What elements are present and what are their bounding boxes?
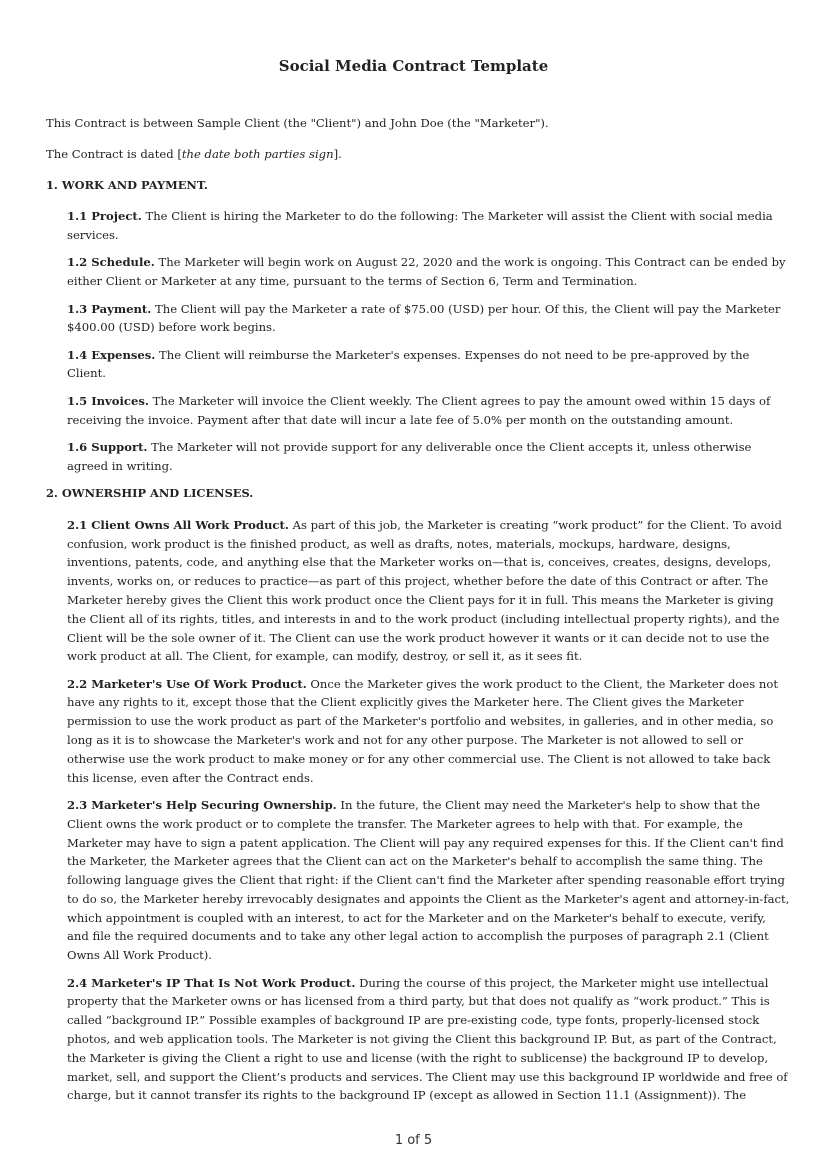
clause-text: During the course of this project, the Marketer might use intellectual property that the Marketer owns or has licensed from a third party, but that does not qualify as “work product.” This is called “background IP.” Possible examples of background IP are pre-existing code, type fonts, properly-licensed stock photos, and web application tools. The Marketer is not giving the Client this background IP. But, as part of the Contract, the Marketer is giving the Client a right to use and license (with the right to sublicense) the background IP to develop, market, sell, and support the Client’s products and services. The Client may use this background IP worldwide and free of charge, but it cannot transfer its rights to the background IP (except as allowed in Section 11.1 (Assignment)). The: [67, 975, 788, 1103]
clause-heading: 1.3 Payment.: [67, 301, 152, 316]
dated-placeholder: the date both parties sign: [181, 146, 334, 161]
clause-heading: 1.5 Invoices.: [67, 393, 149, 408]
clause-text: As part of this job, the Marketer is creating “work product” for the Client. To avoid confusion, work product is the finished product, as well as drafts, notes, materials, mockups, hardware, designs, inventions, patents, code, and anything else that the Marketer works on—that is, conceives, creates, designs, develops, invents, works on, or reduces to practice—as part of this project, whether before the date of this Contract or after. The Marketer hereby gives the Client this work product once the Client pays for it in full. This means the Marketer is giving the Client all of its rights, titles, and interests in and to the work product (including intellectual property rights), and the Client will be the sole owner of it. The Client can use the work product however it wants or it can decide not to use the work product at all. The Client, for example, can modify, destroy, or sell it, as it sees fit.: [67, 517, 782, 664]
clause-heading: 2.4 Marketer's IP That Is Not Work Product.: [67, 975, 356, 990]
dated-suffix: ].: [333, 146, 342, 161]
intro-line: This Contract is between Sample Client (the "Client") and John Doe (the "Marketer").: [46, 116, 549, 130]
clause-heading: 1.4 Expenses.: [67, 347, 156, 362]
dated-prefix: The Contract is dated [: [46, 146, 182, 161]
clause-heading: 2.2 Marketer's Use Of Work Product.: [67, 676, 307, 691]
clause-heading: 1.6 Support.: [67, 439, 148, 454]
clause-heading: 2.3 Marketer's Help Securing Ownership.: [67, 797, 337, 812]
clause-1-3: [67, 300, 791, 338]
clause-text: The Client will reimburse the Marketer's expenses. Expenses do not need to be pre-approved by the Client.: [67, 347, 750, 381]
clause-1-6: [67, 438, 791, 476]
clause-text: The Client is hiring the Marketer to do the following: The Marketer will assist the Client with social media services.: [67, 209, 773, 243]
clause-1-2: [67, 253, 791, 291]
clause-text: The Marketer will begin work on August 22, 2020 and the work is ongoing. This Contract can be ended by either Client or Marketer at any time, pursuant to the terms of Section 6, Term and Termination.: [67, 255, 786, 289]
clause-2-1: [67, 516, 791, 666]
clause-2-2: [67, 675, 791, 788]
clause-text: Once the Marketer gives the work product to the Client, the Marketer does not have any rights to it, except those that the Client explicitly gives the Marketer here. The Client gives the Marketer permission to use the work product as part of the Marketer's portfolio and websites, in galleries, and in other media, so long as it is to showcase the Marketer's work and not for any other purpose. The Marketer is not allowed to sell or otherwise use the work product to make money or for any other commercial use. The Client is not allowed to take back this license, even after the Contract ends.: [67, 676, 779, 785]
clause-text: In the future, the Client may need the Marketer's help to show that the Client owns the work product or to complete the transfer. The Marketer agrees to help with that. For example, the Marketer may have to sign a patent application. The Client will pay any required expenses for this. If the Client can't find the Marketer, the Marketer agrees that the Client can act on the Marketer's behalf to accomplish the same thing. The following language gives the Client that right: if the Client can't find the Marketer after spending reasonable effort trying to do so, the Marketer hereby irrevocably designates and appoints the Client as the Marketer's agent and attorney-in-fact, which appointment is coupled with an interest, to act for the Marketer and on the Marketer's behalf to execute, verify, and file the required documents and to take any other legal action to accomplish the purposes of paragraph 2.1 (Client Owns All Work Product).: [67, 797, 790, 963]
clause-text: The Client will pay the Marketer a rate of $75.00 (USD) per hour. Of this, the Client will pay the Marketer $400.00 (USD) before work begins.: [67, 301, 781, 335]
document-title: Social Media Contract Template: [278, 57, 549, 75]
clause-2-3: [67, 796, 791, 965]
clause-heading: 1.2 Schedule.: [67, 255, 155, 270]
clause-1-5: [67, 392, 791, 430]
clause-heading: 2.1 Client Owns All Work Product.: [67, 517, 289, 532]
page-number: 1 of 5: [394, 1133, 433, 1148]
section-heading-ownership-and-licenses: 2. OWNERSHIP AND LICENSES.: [46, 485, 254, 500]
clause-1-4: [67, 346, 791, 384]
clause-1-1: [67, 207, 791, 245]
clause-heading: 1.1 Project.: [67, 209, 142, 224]
section-heading-work-and-payment: 1. WORK AND PAYMENT.: [46, 177, 208, 192]
document-body: [46, 114, 791, 1114]
dated-line: [46, 145, 791, 164]
clause-text: The Marketer will invoice the Client weekly. The Client agrees to pay the amount owed within 15 days of receiving the invoice. Payment after that date will incur a late fee of 5.0% per month on the outstanding amount.: [67, 393, 771, 427]
clause-text: The Marketer will not provide support for any deliverable once the Client accepts it, unless otherwise agreed in writing.: [67, 439, 752, 473]
clause-2-4: [67, 974, 791, 1106]
